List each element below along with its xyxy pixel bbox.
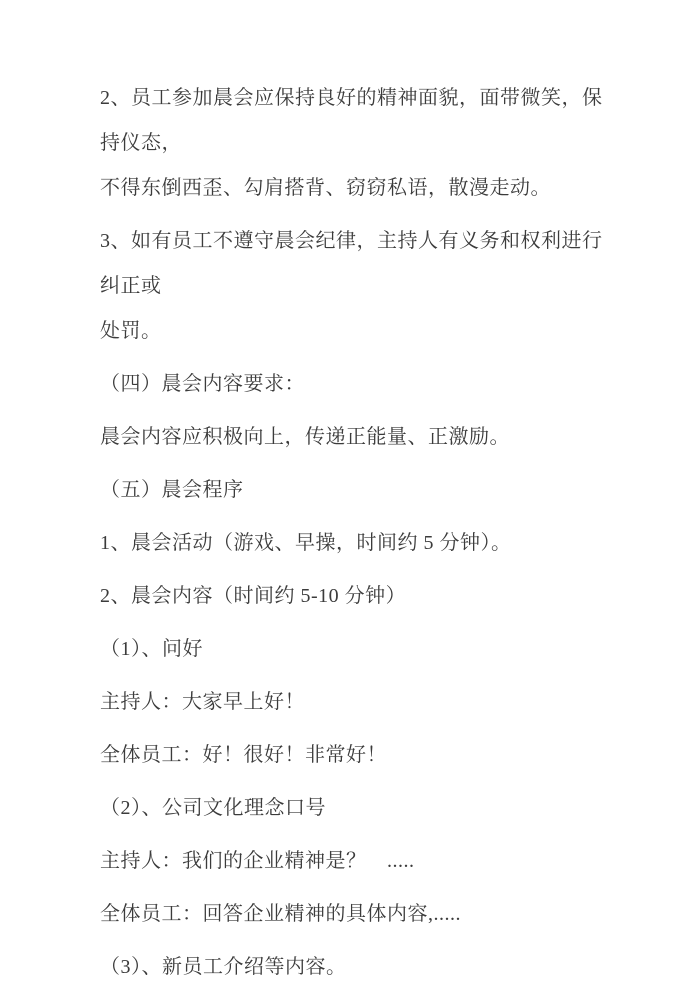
text-line: 1、晨会活动（游戏、早操，时间约 5 分钟）。 — [100, 532, 512, 554]
paragraph-program-1 — [100, 521, 615, 566]
paragraph-host-greeting — [100, 680, 615, 725]
text-line: （2）、公司文化理念口号 — [100, 797, 326, 819]
paragraph-item-2-slogan — [100, 786, 615, 831]
text-line: 不得东倒西歪、勾肩搭背、窃窃私语，散漫走动。 — [100, 177, 551, 199]
paragraph-content-requirement — [100, 415, 615, 460]
text-line: 全体员工：回答企业精神的具体内容,..... — [100, 903, 461, 925]
paragraph-item-3-intro — [100, 945, 615, 990]
paragraph-rule-2 — [100, 76, 615, 211]
paragraph-heading-5 — [100, 468, 615, 513]
text-line: 2、晨会内容（时间约 5-10 分钟） — [100, 585, 407, 607]
text-line: 全体员工：好！很好！非常好！ — [100, 744, 387, 766]
text-line: 2、员工参加晨会应保持良好的精神面貌，面带微笑，保持仪态， — [100, 87, 603, 154]
text-line: 主持人：大家早上好！ — [100, 691, 305, 713]
text-line: （四）晨会内容要求： — [100, 373, 305, 395]
paragraph-staff-reply — [100, 733, 615, 778]
paragraph-host-question — [100, 839, 615, 884]
text-line: （五）晨会程序 — [100, 479, 244, 501]
text-line: （3）、新员工介绍等内容。 — [100, 956, 347, 978]
paragraph-program-2 — [100, 574, 615, 619]
text-line: （1）、问好 — [100, 638, 203, 660]
text-line: 3、如有员工不遵守晨会纪律，主持人有义务和权利进行纠正或 — [100, 230, 603, 297]
text-line: 主持人：我们的企业精神是？ ..... — [100, 850, 415, 872]
text-line: 处罚。 — [100, 320, 162, 342]
paragraph-rule-3 — [100, 219, 615, 354]
paragraph-heading-4 — [100, 362, 615, 407]
text-line: 晨会内容应积极向上，传递正能量、正激励。 — [100, 426, 510, 448]
paragraph-item-1-greeting — [100, 627, 615, 672]
paragraph-staff-answer — [100, 892, 615, 937]
